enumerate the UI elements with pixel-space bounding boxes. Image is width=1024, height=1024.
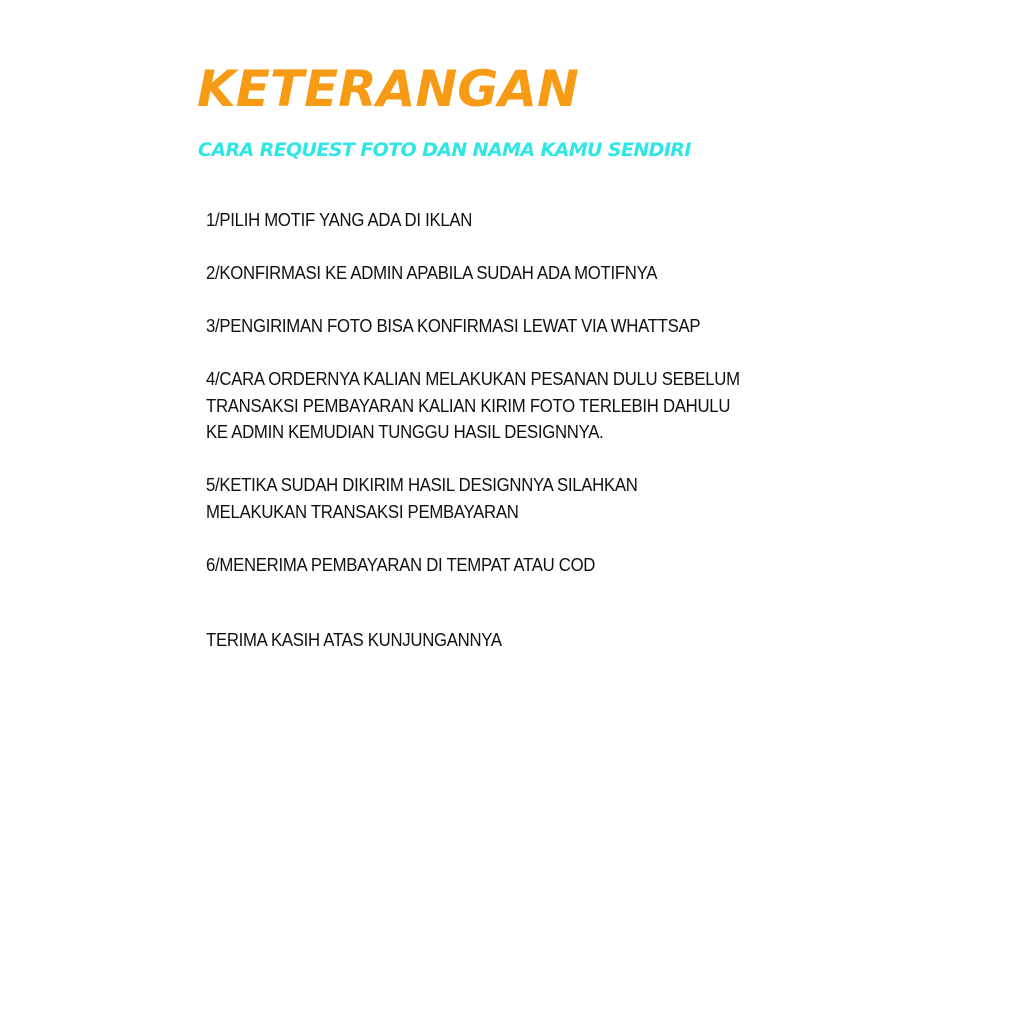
step-text: 5/KETIKA SUDAH DIKIRIM HASIL DESIGNNYA SILAHKAN [206, 475, 638, 495]
step-item [206, 207, 764, 234]
step-text: 1/PILIH MOTIF YANG ADA DI IKLAN [206, 210, 473, 230]
step-text: 2/KONFIRMASI KE ADMIN APABILA SUDAH ADA MOTIFNYA [206, 263, 658, 283]
step-text: 3/PENGIRIMAN FOTO BISA KONFIRMASI LEWAT VIA WHATTSAP [206, 316, 701, 336]
step-item [206, 260, 764, 287]
step-item [206, 366, 764, 446]
step-text: KE ADMIN KEMUDIAN TUNGGU HASIL DESIGNNYA. [206, 422, 604, 442]
step-text: TRANSAKSI PEMBAYARAN KALIAN KIRIM FOTO TERLEBIH DAHULU [206, 395, 731, 416]
steps-list [206, 207, 806, 605]
step-text: MELAKUKAN TRANSAKSI PEMBAYARAN [206, 501, 519, 522]
step-item [206, 552, 764, 579]
step-text: 6/MENERIMA PEMBAYARAN DI TEMPAT ATAU COD [206, 554, 596, 575]
step-text: 4/CARA ORDERNYA KALIAN MELAKUKAN PESANAN DULU SEBELUM [206, 369, 740, 389]
page-title: KETERANGAN [197, 60, 579, 118]
step-item [206, 313, 764, 340]
step-item [206, 472, 764, 525]
page-subtitle: CARA REQUEST FOTO DAN NAMA KAMU SENDIRI [198, 139, 691, 161]
closing-message: TERIMA KASIH ATAS KUNJUNGANNYA [206, 630, 502, 650]
